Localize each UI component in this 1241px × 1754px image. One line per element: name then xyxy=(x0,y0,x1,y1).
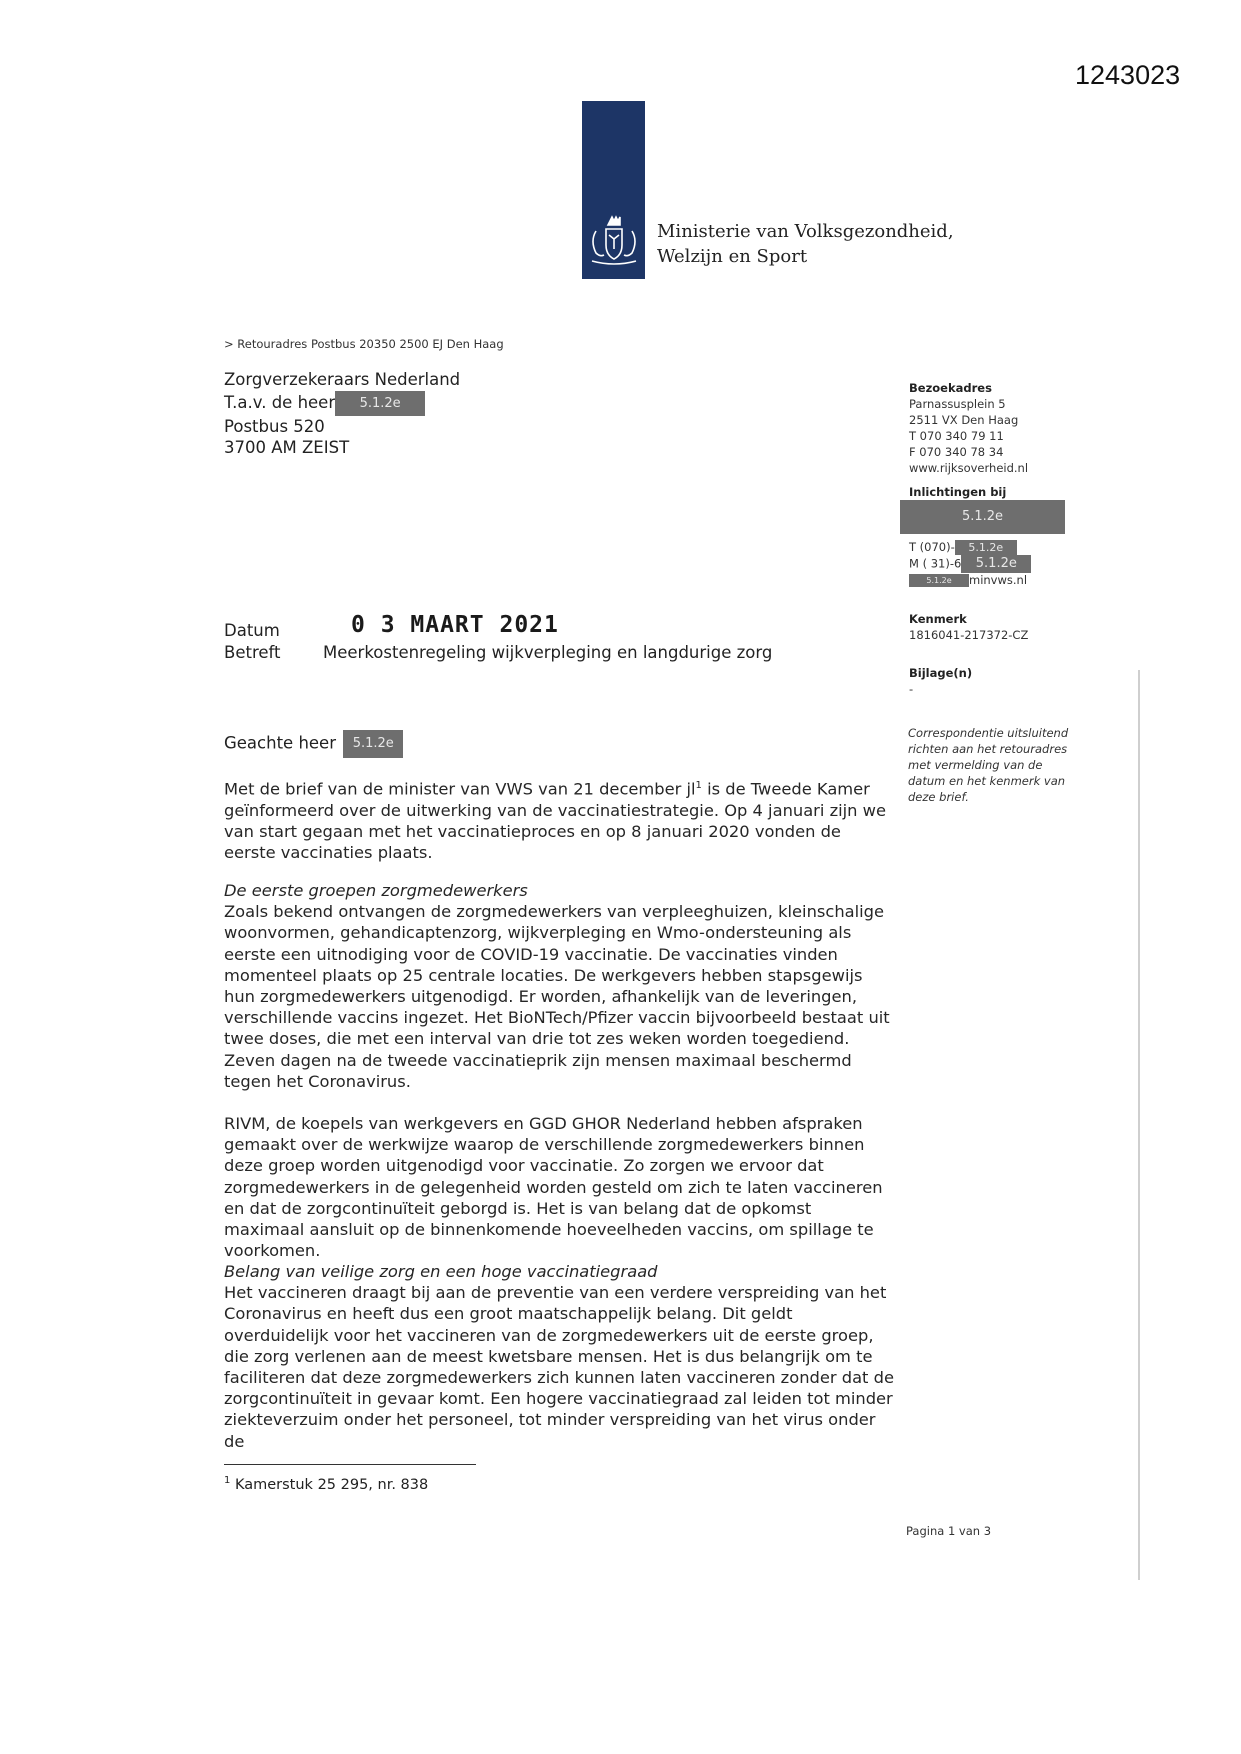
scan-edge xyxy=(1138,670,1140,1580)
recipient-line2 xyxy=(224,391,460,416)
contact-mobile: M ( 31)-6 5.1.2e xyxy=(909,555,1031,573)
recipient-line4: 3700 AM ZEIST xyxy=(224,438,350,457)
visit-address xyxy=(909,380,1028,476)
section-2 xyxy=(224,1261,894,1452)
reference xyxy=(909,611,1028,643)
reference-value: 1816041-217372-CZ xyxy=(909,628,1029,642)
footnote-divider xyxy=(224,1464,476,1465)
crest-icon xyxy=(586,215,642,267)
ministry-line2: Welzijn en Sport xyxy=(657,246,808,267)
redaction-box: 5.1.2e xyxy=(961,555,1031,573)
return-address: > Retouradres Postbus 20350 2500 EJ Den Haag xyxy=(224,337,504,351)
ministry-name xyxy=(657,219,954,269)
date-stamp: 0 3 MAART 2021 xyxy=(351,612,559,638)
salutation: Geachte heer 5.1.2e xyxy=(224,730,403,758)
paragraph: RIVM, de koepels van werkgevers en GGD GHOR Nederland hebben afspraken gemaakt over de werkwijze waarop de verschillende zorgmedewerkers binnen deze groep worden uitgenodigd voor vaccinatie. Zo zorgen we ervoor dat zorgmedewerkers in de gelegenheid worden gesteld om zich te laten vaccineren en dat de zorgcontinuïteit geborgd is. Het is van belang dat de opkomst maximaal aansluit op de binnenkomende hoeveelheden vaccins, om spillage te voorkomen. xyxy=(224,1114,883,1261)
visit-line: T 070 340 79 11 xyxy=(909,429,1004,443)
contact-phone: T (070)- 5.1.2e xyxy=(909,539,1017,555)
ministry-line1: Ministerie van Volksgezondheid, xyxy=(657,221,954,242)
footnote-ref: 1 xyxy=(695,780,702,791)
recipient-line3: Postbus 520 xyxy=(224,416,325,436)
redaction-box: 5.1.2e xyxy=(955,540,1017,555)
visit-line: F 070 340 78 34 xyxy=(909,445,1004,459)
section-heading: Belang van veilige zorg en een hoge vaccinatiegraad xyxy=(224,1262,658,1281)
subject-value: Meerkostenregeling wijkverpleging en langdurige zorg xyxy=(323,643,773,662)
redaction-box: 5.1.2e xyxy=(343,730,403,758)
document-number: 1243023 xyxy=(1075,60,1181,90)
recipient-line1: Zorgverzekeraars Nederland xyxy=(224,370,461,389)
intro-paragraph: Met de brief van de minister van VWS van 21 december $jl^1$ is de Tweede Kamer geïnformeerd over de uitwerking van de vaccinatiestrategie. Op 4 januari zijn we van start gegaan met het vaccinatieproces en op 8 januari 2020 vonden de eerste vaccinaties plaats. xyxy=(224,779,886,863)
recipient-address xyxy=(224,369,460,459)
section-1 xyxy=(224,880,894,1092)
visit-line: Parnassusplein 5 xyxy=(909,397,1006,411)
attachments-heading: Bijlage(n) xyxy=(909,666,973,680)
correspondence-note: Correspondentie uitsluitend richten aan het retouradres met vermelding van de datum en het kenmerk van deze brief. xyxy=(908,726,1069,804)
redaction-box: 5.1.2e xyxy=(900,500,1065,534)
redaction-box: 5.1.2e xyxy=(335,391,425,416)
footnote: $^1$ Kamerstuk 25 295, nr. 838 xyxy=(224,1475,429,1493)
date-label: Datum xyxy=(224,621,280,640)
subject-label: Betreft xyxy=(224,643,281,662)
attachments-value: - xyxy=(909,682,914,696)
recipient-title: T.a.v. de heer xyxy=(224,392,336,412)
paragraph: Het vaccineren draagt bij aan de preventie van een verdere verspreiding van het Coronavirus en heeft dus een groot maatschappelijk belang. Dit geldt overduidelijk voor het vaccineren van de zorgmedewerkers uit de eerste groep, die zorg verlenen aan de meest kwetsbare mensen. Het is dus belangrijk om te faciliteren dat deze zorgmedewerkers zich kunnen laten vaccineren zonder dat de zorgcontinuïteit in gevaar komt. Een hogere vaccinatiegraad zal leiden tot minder ziekteverzuim onder het personeel, tot minder verspreiding van het virus onder de xyxy=(224,1283,894,1451)
reference-heading: Kenmerk xyxy=(909,612,967,626)
contact-email: 5.1.2e minvws.nl xyxy=(909,572,1027,588)
section-heading: De eerste groepen zorgmedewerkers xyxy=(224,881,528,900)
page-number: Pagina 1 van 3 xyxy=(906,1524,992,1538)
info-heading: Inlichtingen bij xyxy=(909,485,1007,499)
visit-line: 2511 VX Den Haag xyxy=(909,413,1019,427)
paragraph: Zoals bekend ontvangen de zorgmedewerkers van verpleeghuizen, kleinschalige woonvormen, gehandicaptenzorg, wijkverpleging en Wmo-ondersteuning als eerste een uitnodiging voor de COVID-19 vaccinatie. De vaccinaties vinden momenteel plaats op 25 centrale locaties. De werkgevers hebben stapsgewijs hun zorgmedewerkers uitgenodigd. Er worden, afhankelijk van de leveringen, verschillende vaccins ingezet. Het BioNTech/Pfizer vaccin bijvoorbeeld bestaat uit twee doses, die met een interval van drie tot zes weken worden toegediend. Zeven dagen na de tweede vaccinatieprik zijn mensen maximaal beschermd tegen het Coronavirus. xyxy=(224,902,890,1091)
redaction-box: 5.1.2e xyxy=(909,574,969,587)
visit-line: www.rijksoverheid.nl xyxy=(909,461,1029,475)
visit-heading: Bezoekadres xyxy=(909,381,992,395)
attachments xyxy=(909,665,972,697)
